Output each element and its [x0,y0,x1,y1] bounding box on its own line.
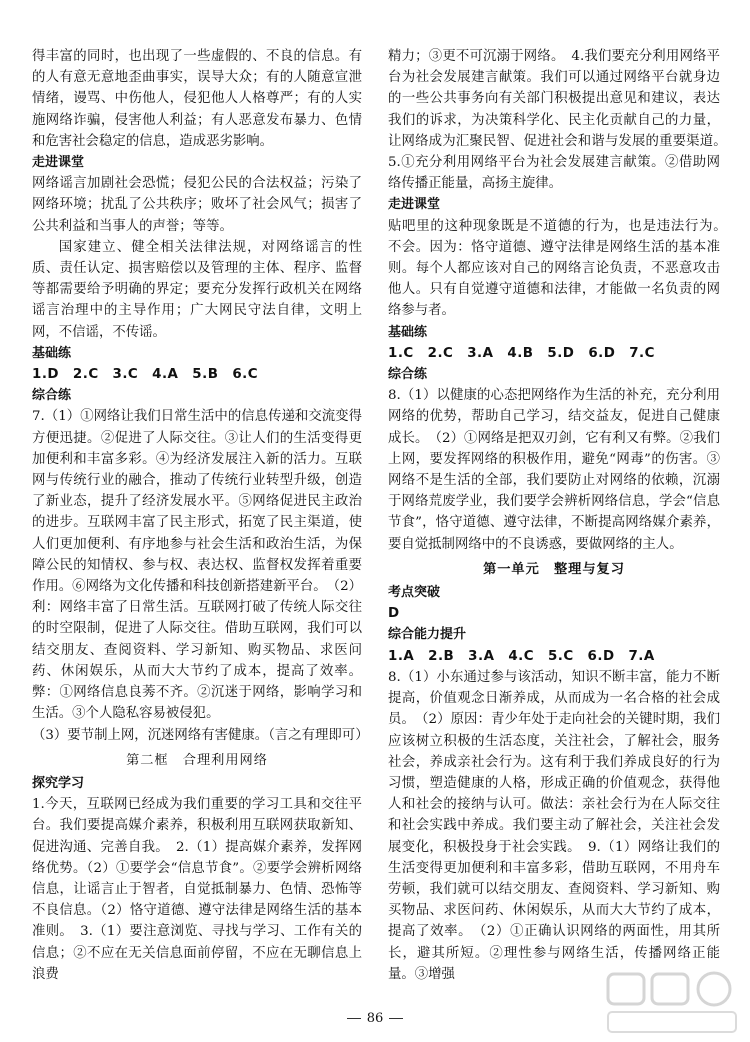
paragraph: 7.（1）①网络让我们日常生活中的信息传递和交流变得方便迅捷。②促进了人际交往。③让人们的生活变得更加便利和丰富多彩。④为经济发展注入新的活力。互联网与传统行业的融合，推动了传统行业转型升级，创造了新业态，提升了经济发展水平。⑤网络促进民主政治的进步。互联网丰富了民主形式，拓宽了民主渠道，使人们更加便利、有序地参与社会生活和政治生活，为保障公民的知情权、参与权、表达权、监督权发挥着重要作用。⑥网络为文化传播和科技创新搭建新平台。 （2）利：网络丰富了日常生活。互联网打破了传统人际交往的时空限制，促进了人际交往。借助互联网，我们可以结交朋友、查阅资料、学习新知、购买物品、求医问药、休闲娱乐，从而大大节约了成本，提高了效率。弊：①网络信息良莠不齐。②沉迷于网络，影响学习和生活。③个人隐私容易被侵犯。 [32,409,362,722]
left-column [32,46,369,985]
paragraph: （3）要节制上网，沉迷网络有害健康。（言之有理即可） [32,727,369,743]
watermark-logo [600,968,745,1038]
answer-line: 1.A 2.B 3.A 4.C 5.C 6.D 7.A [388,648,655,664]
section-heading: 综合练 [388,367,428,383]
subsection-title: 第二框 合理利用网络 [126,752,268,768]
right-column [388,46,734,985]
section-heading: 综合能力提升 [388,627,467,643]
page-number-dash [347,1018,361,1019]
paragraph: 网络谣言加剧社会恐慌；侵犯公民的合法权益；污染了网络环境；扰乱了公共秩序；败坏了社会风气；损害了公共利益和当事人的声誉；等等。 [32,176,362,234]
paragraph: 8.（1）以健康的心态把网络作为生活的补充，充分利用网络的优势，帮助自己学习，结交益友，促进自己健康成长。 （2）①网络是把双刃剑，它有利又有弊。②我们上网，要发挥网络的积极作用，避免“网毒”的伤害。③网络不是生活的全部，我们要防止对网络的依赖，沉溺于网络荒废学业，我们要学会辨析网络信息，学会“信息节食”，恪守道德、遵守法律，不断提高网络媒介素养，要自觉抵制网络中的不良诱惑，要做网络的主人。 [388,388,720,552]
page-number-text: 86 [366,1011,384,1026]
paragraph: 国家建立、健全相关法律法规，对网络谣言的性质、责任认定、损害赔偿以及管理的主体、程序、监督等都需要给予明确的界定；要充分发挥行政机关在网络谣言治理中的主导作用；广大网民守法自律，文明上网，不信谣，不传谣。 [32,239,362,340]
answer-line: 1.D 2.C 3.C 4.A 5.B 6.C [32,367,259,383]
section-heading: 走进课堂 [388,197,441,213]
section-heading: 探究学习 [32,775,85,791]
paragraph: 8.（1）小东通过参与该活动，知识不断丰富，能力不断提高，价值观念日渐养成，从而成为一名合格的社会成员。 （2）原因：青少年处于走向社会的关键时期，我们应该树立积极的生活态度，关注社会，了解社会，服务社会，养成亲社会行为。这有利于我们养成良好的行为习惯，塑造健康的人格，形成正确的价值观念，获得他人和社会的接纳与认可。做法：亲社会行为在人际交往和社会实践中养成。我们要主动了解社会，关注社会发展变化，积极投身于社会实践。 9.（1）网络让我们的生活变得更加便利和丰富多彩，借助互联网，不用舟车劳顿，我们就可以结交朋友、查阅资料、学习新知、购买物品、求医问药、休闲娱乐，从而大大节约了成本，提高了效率。 （2）①正确认识网络的两面性，用其所长，避其所短。②理性参与网络生活，传播网络正能量。③增强 [388,669,720,982]
section-heading: 走进课堂 [32,155,85,171]
section-heading: 考点突破 [388,585,441,601]
section-heading: 基础练 [388,324,428,340]
section-heading: 综合练 [32,388,72,404]
section-heading: 基础练 [32,345,72,361]
paragraph: 1.今天，互联网已经成为我们重要的学习工具和交往平台。我们要提高媒介素养，积极利用互联网获取新知、促进沟通、完善自我。 2.（1）提高媒介素养，发挥网络优势。（2）①要学会“信息节食”。②要学会辨析网络信息，让谣言止于智者，自觉抵制暴力、色情、恐怖等不良信息。（2）恪守道德、遵守法律是网络生活的基本准则。 3.（1）要注意浏览、寻找与学习、工作有关的信息；②不应在无关信息面前停留，不应在无聊信息上浪费 [32,797,362,982]
paragraph: 贴吧里的这种现象既是不道德的行为，也是违法行为。 不会。因为：恪守道德、遵守法律是网络生活的基本准则。每个人都应该对自己的网络言论负责，不恶意攻击他人。只有自觉遵守道德和法律，才能做一名负责的网络参与者。 [388,218,734,319]
page-number-dash [389,1018,403,1019]
answer-line: D [388,606,400,622]
answer-line: 1.C 2.C 3.A 4.B 5.D 6.D 7.C [388,345,655,361]
paragraph: 得丰富的同时，也出现了一些虚假的、不良的信息。有的人有意无意地歪曲事实，误导大众；有的人随意宣泄情绪，谩骂、中伤他人，侵犯他人人格尊严；有的人实施网络诈骗，侵害他人利益；有人恶意发布暴力、色情和危害社会稳定的信息，造成恶劣影响。 [32,49,362,149]
unit-title: 第一单元 整理与复习 [483,561,625,577]
paragraph: 精力；③更不可沉溺于网络。 4.我们要充分利用网络平台为社会发展建言献策。我们可以通过网络平台就身边的一些公共事务向有关部门积极提出意见和建议，表达我们的诉求，为决策科学化、民主化贡献自己的力量，让网络成为汇聚民智、促进社会和谐与发展的重要渠道。 5.①充分利用网络平台为社会发展建言献策。②借助网络传播正能量，高扬主旋律。 [388,49,734,192]
